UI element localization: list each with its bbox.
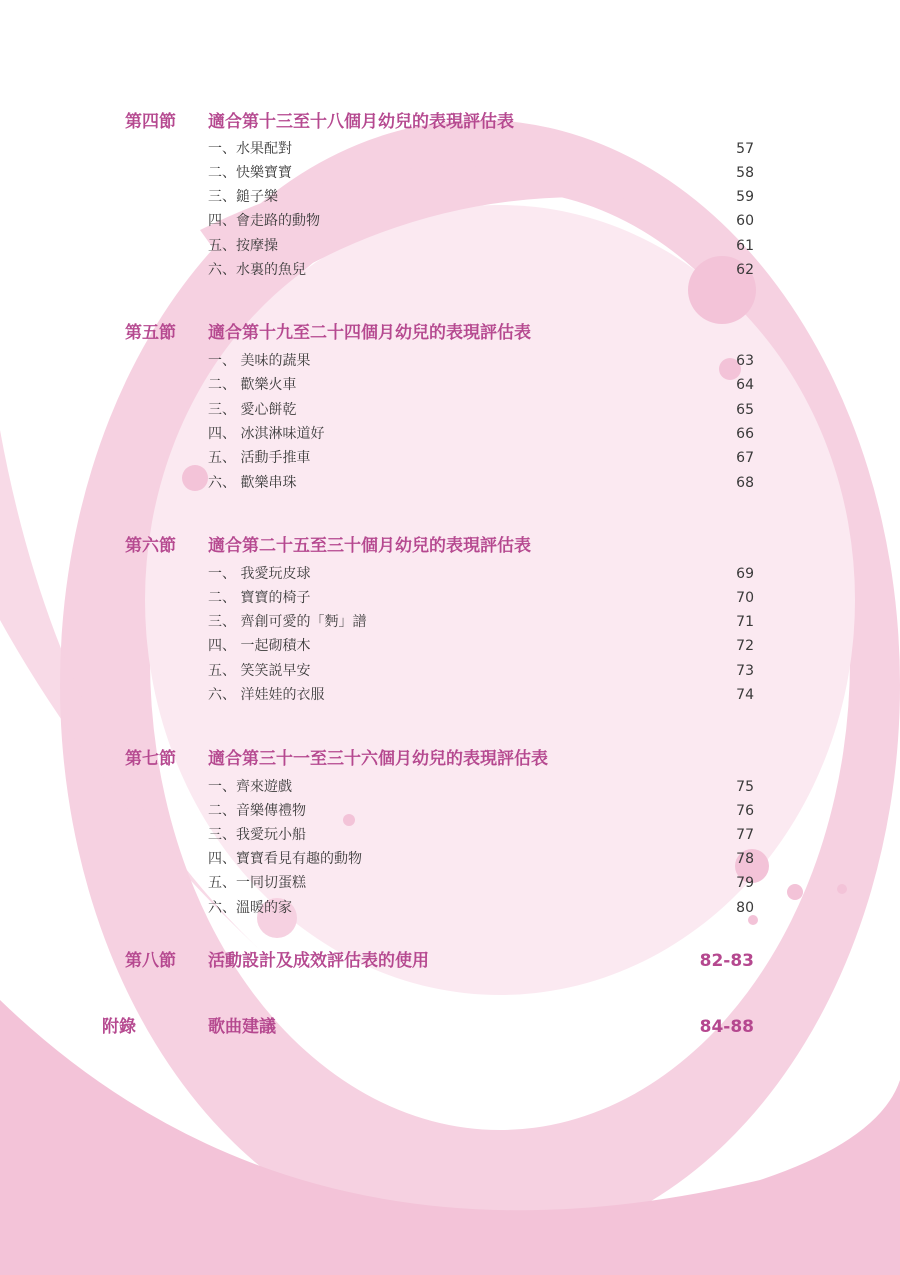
- toc-item-page: 63: [736, 353, 754, 369]
- section-title: 適合第十三至十八個月幼兒的表現評估表: [208, 112, 514, 132]
- toc-item-page: 76: [736, 803, 754, 819]
- section-number: 第六節: [125, 536, 176, 556]
- appendix-page-range: 84-88: [699, 1017, 754, 1037]
- toc-item-page: 57: [736, 141, 754, 157]
- toc-item-label[interactable]: 五、 笑笑説早安: [208, 663, 311, 679]
- toc-item-page: 61: [736, 238, 754, 254]
- toc-item-page: 74: [736, 687, 754, 703]
- toc-item-page: 64: [736, 377, 754, 393]
- toc-item-page: 75: [736, 779, 754, 795]
- section-title[interactable]: 活動設計及成效評估表的使用: [208, 951, 429, 971]
- section-number: 第五節: [125, 323, 176, 343]
- toc-item-page: 79: [736, 875, 754, 891]
- toc-item-label[interactable]: 一、齊來遊戲: [208, 779, 292, 795]
- toc-item-page: 65: [736, 402, 754, 418]
- toc-item-label[interactable]: 二、 寶寶的椅子: [208, 590, 311, 606]
- section-number: 第七節: [125, 749, 176, 769]
- toc-item-label[interactable]: 四、 一起砌積木: [208, 638, 311, 654]
- toc-item-label[interactable]: 六、 洋娃娃的衣服: [208, 687, 325, 703]
- toc-item-label[interactable]: 五、一同切蛋糕: [208, 875, 306, 891]
- section-page-range: 82-83: [699, 951, 754, 971]
- section-title: 適合第二十五至三十個月幼兒的表現評估表: [208, 536, 531, 556]
- toc-item-label[interactable]: 三、鎚子樂: [208, 189, 278, 205]
- toc-item-label[interactable]: 四、寶寶看見有趣的動物: [208, 851, 362, 867]
- toc-item-page: 62: [736, 262, 754, 278]
- toc-item-label[interactable]: 一、 我愛玩皮球: [208, 566, 311, 582]
- toc-item-label[interactable]: 二、快樂寶寶: [208, 165, 292, 181]
- toc-item-page: 73: [736, 663, 754, 679]
- toc-item-label[interactable]: 六、水裏的魚兒: [208, 262, 306, 278]
- appendix-title[interactable]: 歌曲建議: [208, 1017, 276, 1037]
- appendix-label: 附錄: [102, 1017, 136, 1037]
- toc-item-page: 58: [736, 165, 754, 181]
- toc-item-label[interactable]: 四、 冰淇淋味道好: [208, 426, 325, 442]
- toc-item-page: 60: [736, 213, 754, 229]
- section-title: 適合第十九至二十四個月幼兒的表現評估表: [208, 323, 531, 343]
- toc-item-label[interactable]: 三、我愛玩小船: [208, 827, 306, 843]
- section-title: 適合第三十一至三十六個月幼兒的表現評估表: [208, 749, 548, 769]
- toc-item-page: 71: [736, 614, 754, 630]
- toc-item-page: 70: [736, 590, 754, 606]
- toc-item-label[interactable]: 二、 歡樂火車: [208, 377, 297, 393]
- toc-item-page: 77: [736, 827, 754, 843]
- toc-item-label[interactable]: 六、溫暖的家: [208, 900, 292, 916]
- toc-item-page: 78: [736, 851, 754, 867]
- toc-item-label[interactable]: 五、 活動手推車: [208, 450, 311, 466]
- toc-item-page: 80: [736, 900, 754, 916]
- toc-item-label[interactable]: 一、水果配對: [208, 141, 292, 157]
- toc-item-page: 67: [736, 450, 754, 466]
- toc-item-label[interactable]: 六、 歡樂串珠: [208, 475, 297, 491]
- toc-item-page: 59: [736, 189, 754, 205]
- toc-item-label[interactable]: 三、 齊創可愛的「麪」譜: [208, 614, 367, 630]
- toc-item-page: 72: [736, 638, 754, 654]
- section-number: 第八節: [125, 951, 176, 971]
- toc-item-label[interactable]: 一、 美味的蔬果: [208, 353, 311, 369]
- section-number: 第四節: [125, 112, 176, 132]
- toc-item-label[interactable]: 四、會走路的動物: [208, 213, 320, 229]
- toc-item-page: 66: [736, 426, 754, 442]
- toc-item-page: 68: [736, 475, 754, 491]
- toc-item-label[interactable]: 五、按摩操: [208, 238, 278, 254]
- toc-item-label[interactable]: 二、音樂傳禮物: [208, 803, 306, 819]
- toc-item-label[interactable]: 三、 愛心餅乾: [208, 402, 297, 418]
- toc-item-page: 69: [736, 566, 754, 582]
